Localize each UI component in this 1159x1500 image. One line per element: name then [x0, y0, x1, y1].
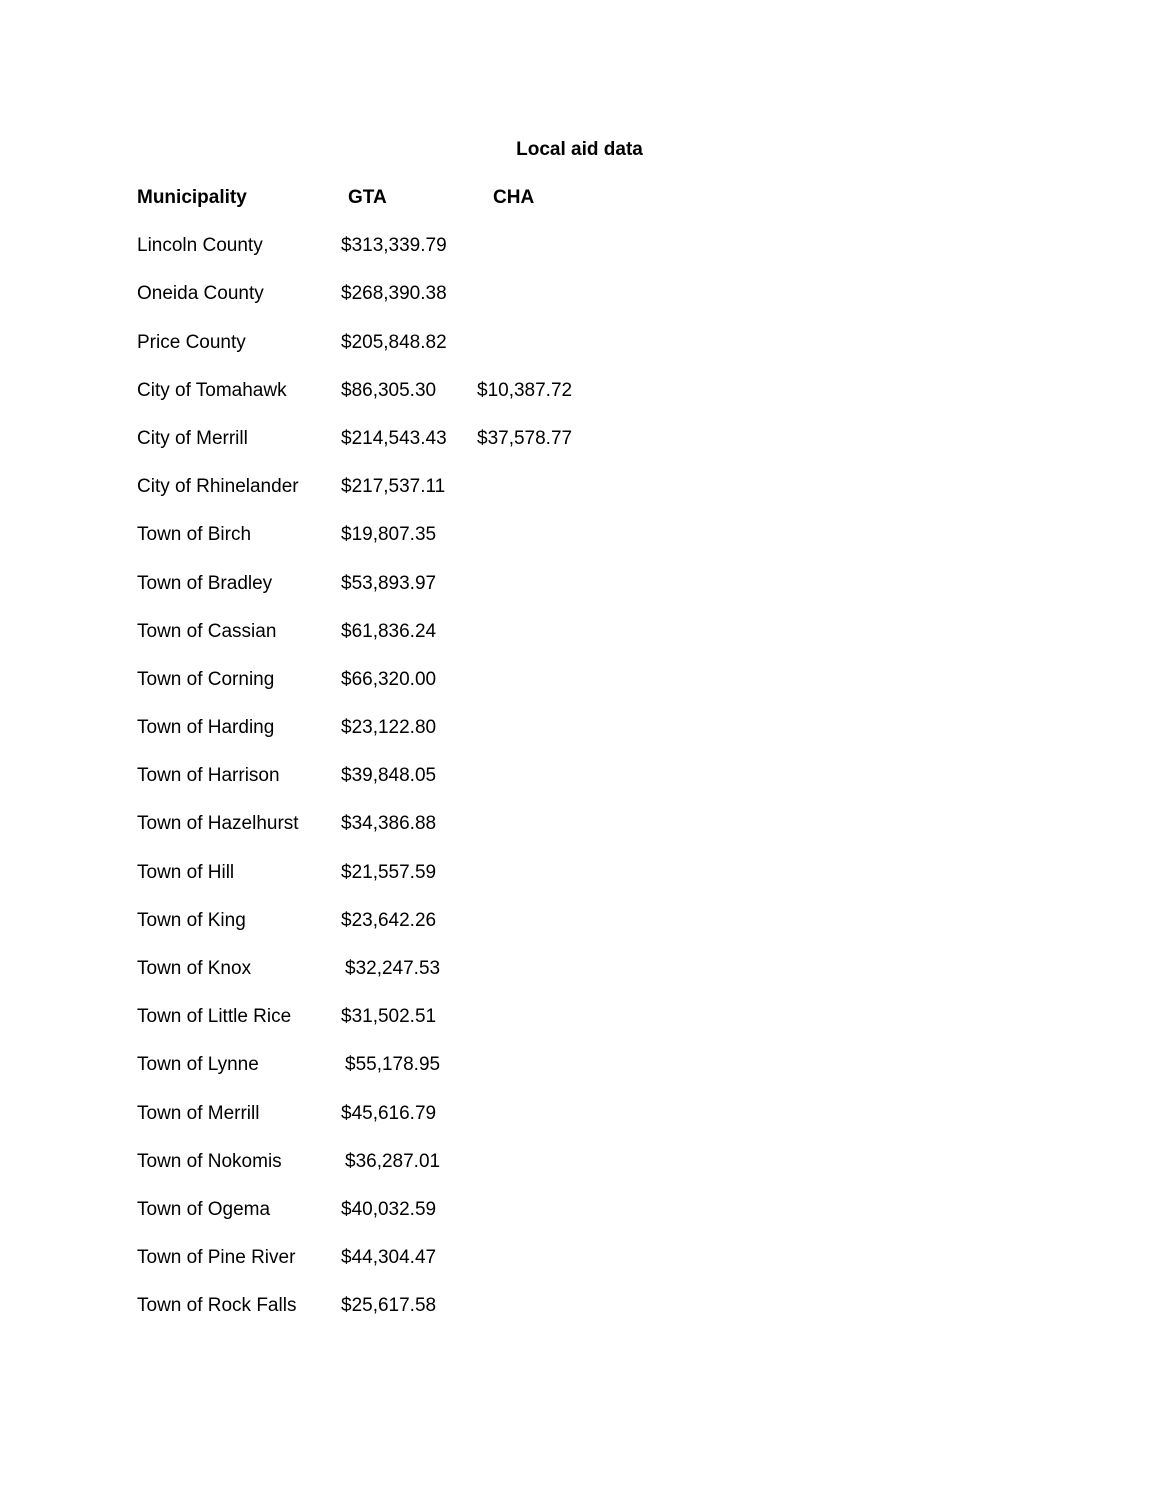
gta-cell: $40,032.59: [341, 1198, 437, 1220]
municipality-cell: Town of Birch: [137, 524, 252, 546]
cha-cell: $37,578.77: [477, 427, 573, 449]
gta-cell: $217,537.11: [341, 476, 446, 498]
cha-cell: $10,387.72: [477, 379, 573, 401]
municipality-cell: Town of Cassian: [137, 620, 277, 642]
municipality-cell: Town of Pine River: [137, 1247, 296, 1269]
gta-cell: $21,557.59: [341, 861, 437, 883]
municipality-cell: City of Rhinelander: [137, 476, 299, 498]
header-gta: GTA: [348, 187, 387, 208]
municipality-cell: Lincoln County: [137, 235, 263, 257]
gta-cell: $53,893.97: [341, 572, 437, 594]
municipality-cell: Town of Harding: [137, 717, 275, 739]
gta-cell: $23,122.80: [341, 717, 437, 739]
municipality-cell: Town of Hazelhurst: [137, 813, 299, 835]
gta-cell: $34,386.88: [341, 813, 437, 835]
gta-cell: $214,543.43: [341, 427, 447, 449]
gta-cell: $55,178.95: [345, 1054, 441, 1076]
municipality-cell: Town of Merrill: [137, 1102, 260, 1124]
gta-cell: $31,502.51: [341, 1006, 437, 1028]
gta-cell: $44,304.47: [341, 1247, 437, 1269]
gta-cell: $32,247.53: [345, 958, 441, 979]
gta-cell: $45,616.79: [341, 1102, 437, 1124]
gta-cell: $268,390.38: [341, 283, 447, 305]
municipality-cell: Town of Nokomis: [137, 1150, 282, 1172]
gta-cell: $66,320.00: [341, 668, 437, 690]
gta-cell: $86,305.30: [341, 379, 437, 401]
gta-cell: $39,848.05: [341, 765, 437, 787]
municipality-cell: Town of Bradley: [137, 572, 273, 594]
municipality-cell: Town of King: [137, 909, 246, 931]
municipality-cell: Town of Corning: [137, 668, 275, 690]
municipality-cell: Town of Harrison: [137, 765, 280, 787]
municipality-cell: Town of Little Rice: [137, 1006, 292, 1028]
gta-cell: $313,339.79: [341, 235, 447, 257]
municipality-cell: Town of Lynne: [137, 1054, 259, 1076]
municipality-cell: City of Tomahawk: [137, 379, 287, 401]
gta-cell: $36,287.01: [345, 1150, 441, 1172]
municipality-cell: City of Merrill: [137, 427, 248, 449]
municipality-cell: Town of Knox: [137, 958, 252, 979]
gta-cell: $205,848.82: [341, 331, 447, 353]
gta-cell: $25,617.58: [341, 1295, 437, 1317]
gta-cell: $61,836.24: [341, 620, 437, 642]
document-title: Local aid data: [516, 139, 643, 160]
header-cha: CHA: [493, 187, 535, 208]
municipality-cell: Town of Hill: [137, 861, 235, 883]
municipality-cell: Price County: [137, 331, 246, 353]
header-municipality: Municipality: [137, 187, 247, 208]
gta-cell: $23,642.26: [341, 909, 437, 931]
municipality-cell: Town of Rock Falls: [137, 1295, 297, 1317]
gta-cell: $19,807.35: [341, 524, 437, 546]
municipality-cell: Town of Ogema: [137, 1198, 271, 1220]
municipality-cell: Oneida County: [137, 283, 264, 305]
